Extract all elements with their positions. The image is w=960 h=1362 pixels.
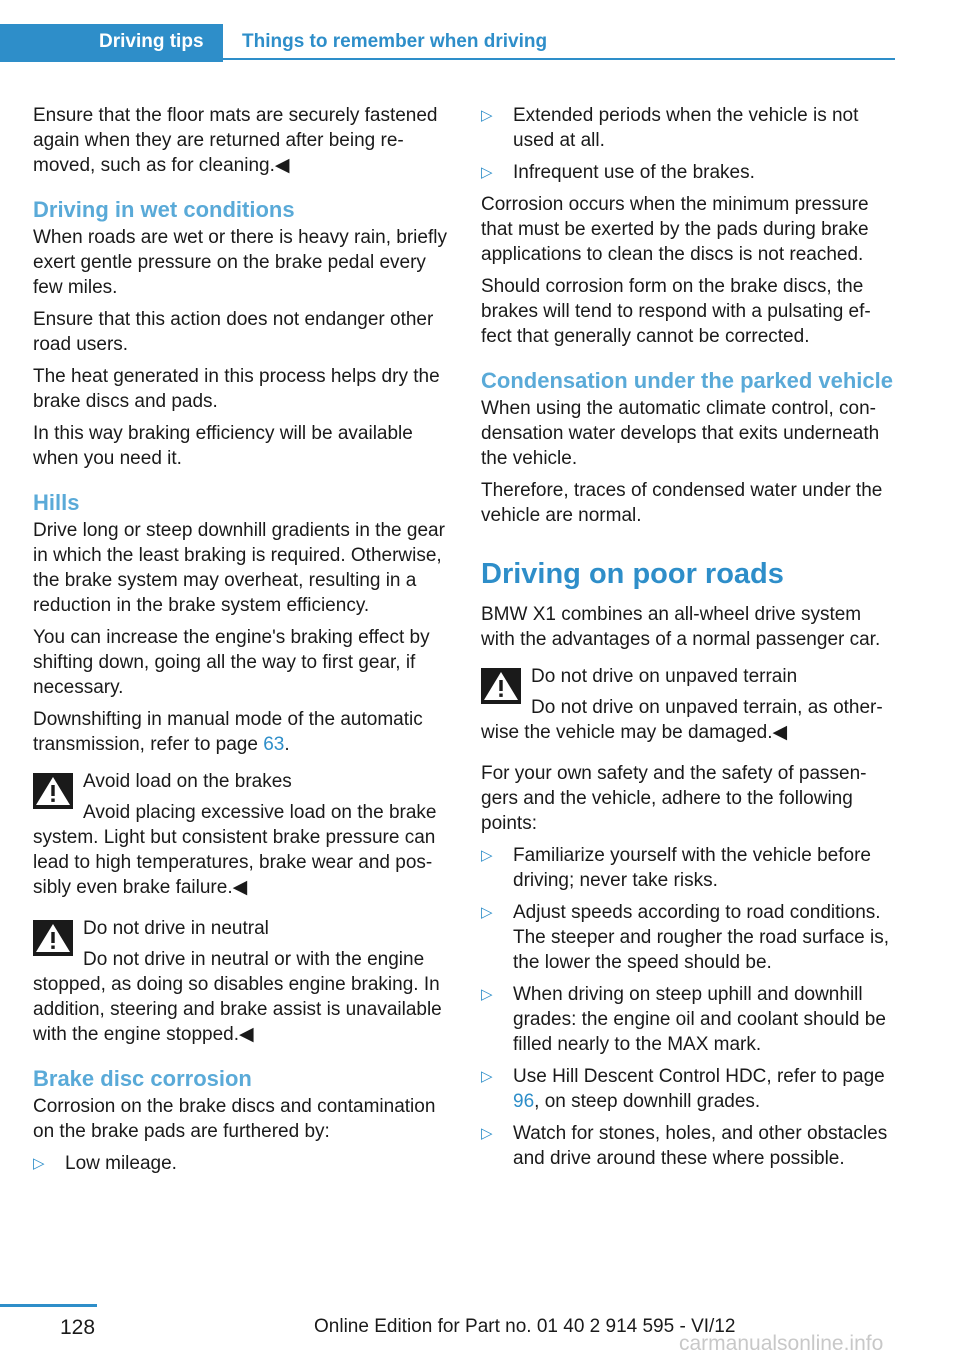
footer-edition: Online Edition for Part no. 01 40 2 914 595 - VI/12 [314,1316,736,1337]
triangle-bullet-icon: ▷ [481,1125,493,1142]
list-item [481,843,897,893]
paragraph: Drive long or steep downhill gradients in the gear in which the least braking is required. Otherwise, the brake system may overheat, resulting in a reduction in the brake system efficiency. [33,520,445,616]
footer-rule [0,1304,97,1307]
list-item-text: Low mileage. [65,1153,177,1174]
list-item [481,160,897,185]
page-link-96[interactable]: 96 [513,1091,535,1112]
list-item [481,900,897,975]
heading-brake-disc-corrosion: Brake disc corrosion [33,1066,252,1091]
warning-body: Avoid placing excessive load on the brake system. Light but consistent brake pressure can lead to high temperatures, brake wear and pos-sibly even brake failure.◀ [33,802,437,898]
paragraph-floor-mats: Ensure that the floor mats are securely fastened again when they are returned after being re-moved, such as for cleaning.◀ [33,105,438,176]
list-item-text: Familiarize yourself with the vehicle before driving; never take risks. [513,845,871,891]
left-column [33,103,449,1183]
list-item-text: Infrequent use of the brakes. [513,162,755,183]
watermark: carmanualsonline.info [679,1332,884,1355]
heading-condensation: Condensation under the parked vehicle [481,368,893,393]
section-tab[interactable]: Driving tips [0,24,223,62]
text: , on steep downhill grades. [534,1091,761,1112]
warning-title: Avoid load on the brakes [83,771,292,792]
list-item [33,1151,449,1176]
list-item-text: Adjust speeds according to road conditions. The steeper and rougher the road surface is, the lower the speed should be. [513,902,890,973]
warning-avoid-load [33,769,449,900]
triangle-bullet-icon: ▷ [481,904,493,921]
warning-unpaved-terrain [481,664,897,745]
triangle-bullet-icon: ▷ [481,847,493,864]
paragraph: Corrosion on the brake discs and contamination on the brake pads are furthered by: [33,1096,436,1142]
paragraph: When roads are wet or there is heavy rain, briefly exert gentle pressure on the brake pedal every few miles. [33,227,447,298]
paragraph: Therefore, traces of condensed water under the vehicle are normal. [481,480,883,526]
warning-body: Do not drive in neutral or with the engine stopped, as doing so disables engine braking. In addition, steering and brake assist is unavailable with the engine stopped.◀ [33,949,442,1045]
paragraph: BMW X1 combines an all-wheel drive system with the advantages of a normal passenger car. [481,604,881,650]
warning-title: Do not drive in neutral [83,918,269,939]
paragraph: Should corrosion form on the brake discs, the brakes will tend to respond with a pulsating ef-fect that generally cannot be corrected. [481,276,871,347]
heading-wet-conditions: Driving in wet conditions [33,197,295,222]
right-column [481,103,897,1178]
triangle-bullet-icon: ▷ [481,164,493,181]
warning-neutral [33,916,449,1047]
list-item-text: Extended periods when the vehicle is not used at all. [513,105,859,151]
list-item [481,1121,897,1171]
page-number: 128 [60,1316,96,1339]
list-item-text: When driving on steep uphill and downhill grades: the engine oil and coolant should be filled nearly to the MAX mark. [513,984,886,1055]
text: Use Hill Descent Control HDC, refer to page [513,1066,885,1087]
warning-body: Do not drive on unpaved terrain, as other-wise the vehicle may be damaged.◀ [481,697,883,743]
paragraph: The heat generated in this process helps dry the brake discs and pads. [33,366,440,412]
paragraph: Ensure that this action does not endanger other road users. [33,309,434,355]
corrosion-list [33,1151,449,1176]
paragraph: When using the automatic climate control, con-densation water develops that exits underneath the vehicle. [481,398,880,469]
poor-roads-list [481,843,897,1171]
text: Downshifting in manual mode of the automatic transmission, refer to page [33,709,423,755]
list-item-hdc [481,1064,897,1114]
warning-triangle-icon [33,920,73,956]
list-item [481,103,897,153]
triangle-bullet-icon: ▷ [481,986,493,1003]
page-header [0,24,895,62]
warning-title: Do not drive on unpaved terrain [531,666,798,687]
paragraph: In this way braking efficiency will be available when you need it. [33,423,413,469]
paragraph: You can increase the engine's braking effect by shifting down, going all the way to first gear, if necessary. [33,627,430,698]
page-link-63[interactable]: 63 [263,734,285,755]
paragraph-downshifting [33,707,449,757]
list-item-text: Watch for stones, holes, and other obstacles and drive around these where possible. [513,1123,888,1169]
chapter-title: Things to remember when driving [223,24,895,60]
heading-hills: Hills [33,490,80,515]
paragraph: Corrosion occurs when the minimum pressure that must be exerted by the pads during brake applications to clean the discs is not reached. [481,194,869,265]
corrosion-list-continued [481,103,897,185]
text: . [284,734,290,755]
triangle-bullet-icon: ▷ [481,107,493,124]
paragraph: For your own safety and the safety of passen-gers and the vehicle, adhere to the following points: [481,763,867,834]
heading-poor-roads: Driving on poor roads [481,558,784,590]
warning-triangle-icon [481,668,521,704]
triangle-bullet-icon: ▷ [33,1155,45,1172]
warning-triangle-icon [33,773,73,809]
list-item [481,982,897,1057]
triangle-bullet-icon: ▷ [481,1068,493,1085]
